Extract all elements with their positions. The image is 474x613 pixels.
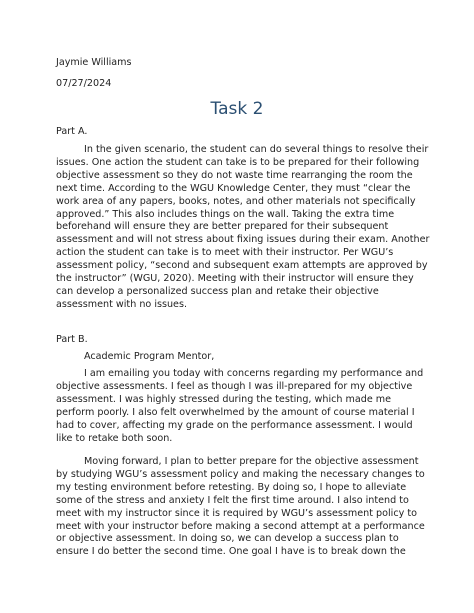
paragraph-line: In the given scenario, the student can do several things to resolve their	[84, 144, 429, 155]
paragraph-line: assessment with no issues.	[56, 298, 188, 310]
paragraph-line: meet with your instructor before making a second attempt at a performance	[56, 520, 425, 532]
paragraph-line: objective assessments. I feel as though I was ill-prepared for my objective	[56, 380, 413, 392]
paragraph-line: assessment. I was highly stressed during the testing, which made me	[56, 393, 392, 405]
document-date: 07/27/2024	[56, 78, 112, 89]
paragraph-line: like to retake both soon.	[56, 432, 173, 444]
part-a-paragraph	[56, 144, 429, 312]
paragraph-line: issues. One action the student can take is to be prepared for their following	[56, 156, 420, 168]
email-salutation: Academic Program Mentor,	[84, 351, 215, 362]
paragraph-line: work area of any papers, books, notes, and other materials not specifically	[56, 195, 416, 207]
paragraph-line: beforehand will ensure they are better prepared for their subsequent	[56, 221, 389, 233]
paragraph-line: assessment policy, “second and subsequent exam attempts are approved by	[56, 260, 428, 272]
part-b-paragraph-1	[56, 368, 423, 445]
paragraph-line: or objective assessment. In doing so, we can develop a success plan to	[56, 533, 399, 545]
part-b-paragraph-2	[56, 456, 425, 559]
paragraph-line: assessment and will not stress about fixing issues during their exam. Another	[56, 234, 430, 246]
paragraph-line: ensure I do better the second time. One goal I have is to break down the	[56, 546, 406, 558]
paragraph-line: I am emailing you today with concerns regarding my performance and	[84, 368, 424, 379]
paragraph-line: some of the stress and anxiety I felt the first time around. I also intend to	[56, 494, 409, 506]
paragraph-line: Moving forward, I plan to better prepare for the objective assessment	[84, 456, 419, 467]
part-a-label: Part A.	[56, 126, 88, 137]
paragraph-line: perform poorly. I also felt overwhelmed by the amount of course material I	[56, 406, 415, 418]
paragraph-line: approved.” This also includes things on the wall. Taking the extra time	[56, 208, 395, 220]
paragraph-line: meet with my instructor since it is required by WGU’s assessment policy to	[56, 507, 417, 519]
document-title: Task 2	[210, 99, 264, 119]
paragraph-line: had to cover, affecting my grade on the performance assessment. I would	[56, 419, 413, 431]
paragraph-line: objective assessment so they do not waste time rearranging the room the	[56, 169, 413, 181]
paragraph-line: can develop a personalized success plan and retake their objective	[56, 285, 379, 297]
paragraph-line: next time. According to the WGU Knowledge Center, they must “clear the	[56, 182, 411, 194]
part-b-label: Part B.	[56, 334, 88, 345]
paragraph-line: by studying WGU’s assessment policy and making the necessary changes to	[56, 468, 425, 480]
paragraph-line: action the student can take is to meet with their instructor. Per WGU’s	[56, 247, 394, 259]
paragraph-line: my testing environment before retesting. By doing so, I hope to alleviate	[56, 481, 407, 493]
paragraph-line: the instructor” (WGU, 2020). Meeting with their instructor will ensure they	[56, 273, 414, 285]
author-name: Jaymie Williams	[56, 57, 132, 68]
